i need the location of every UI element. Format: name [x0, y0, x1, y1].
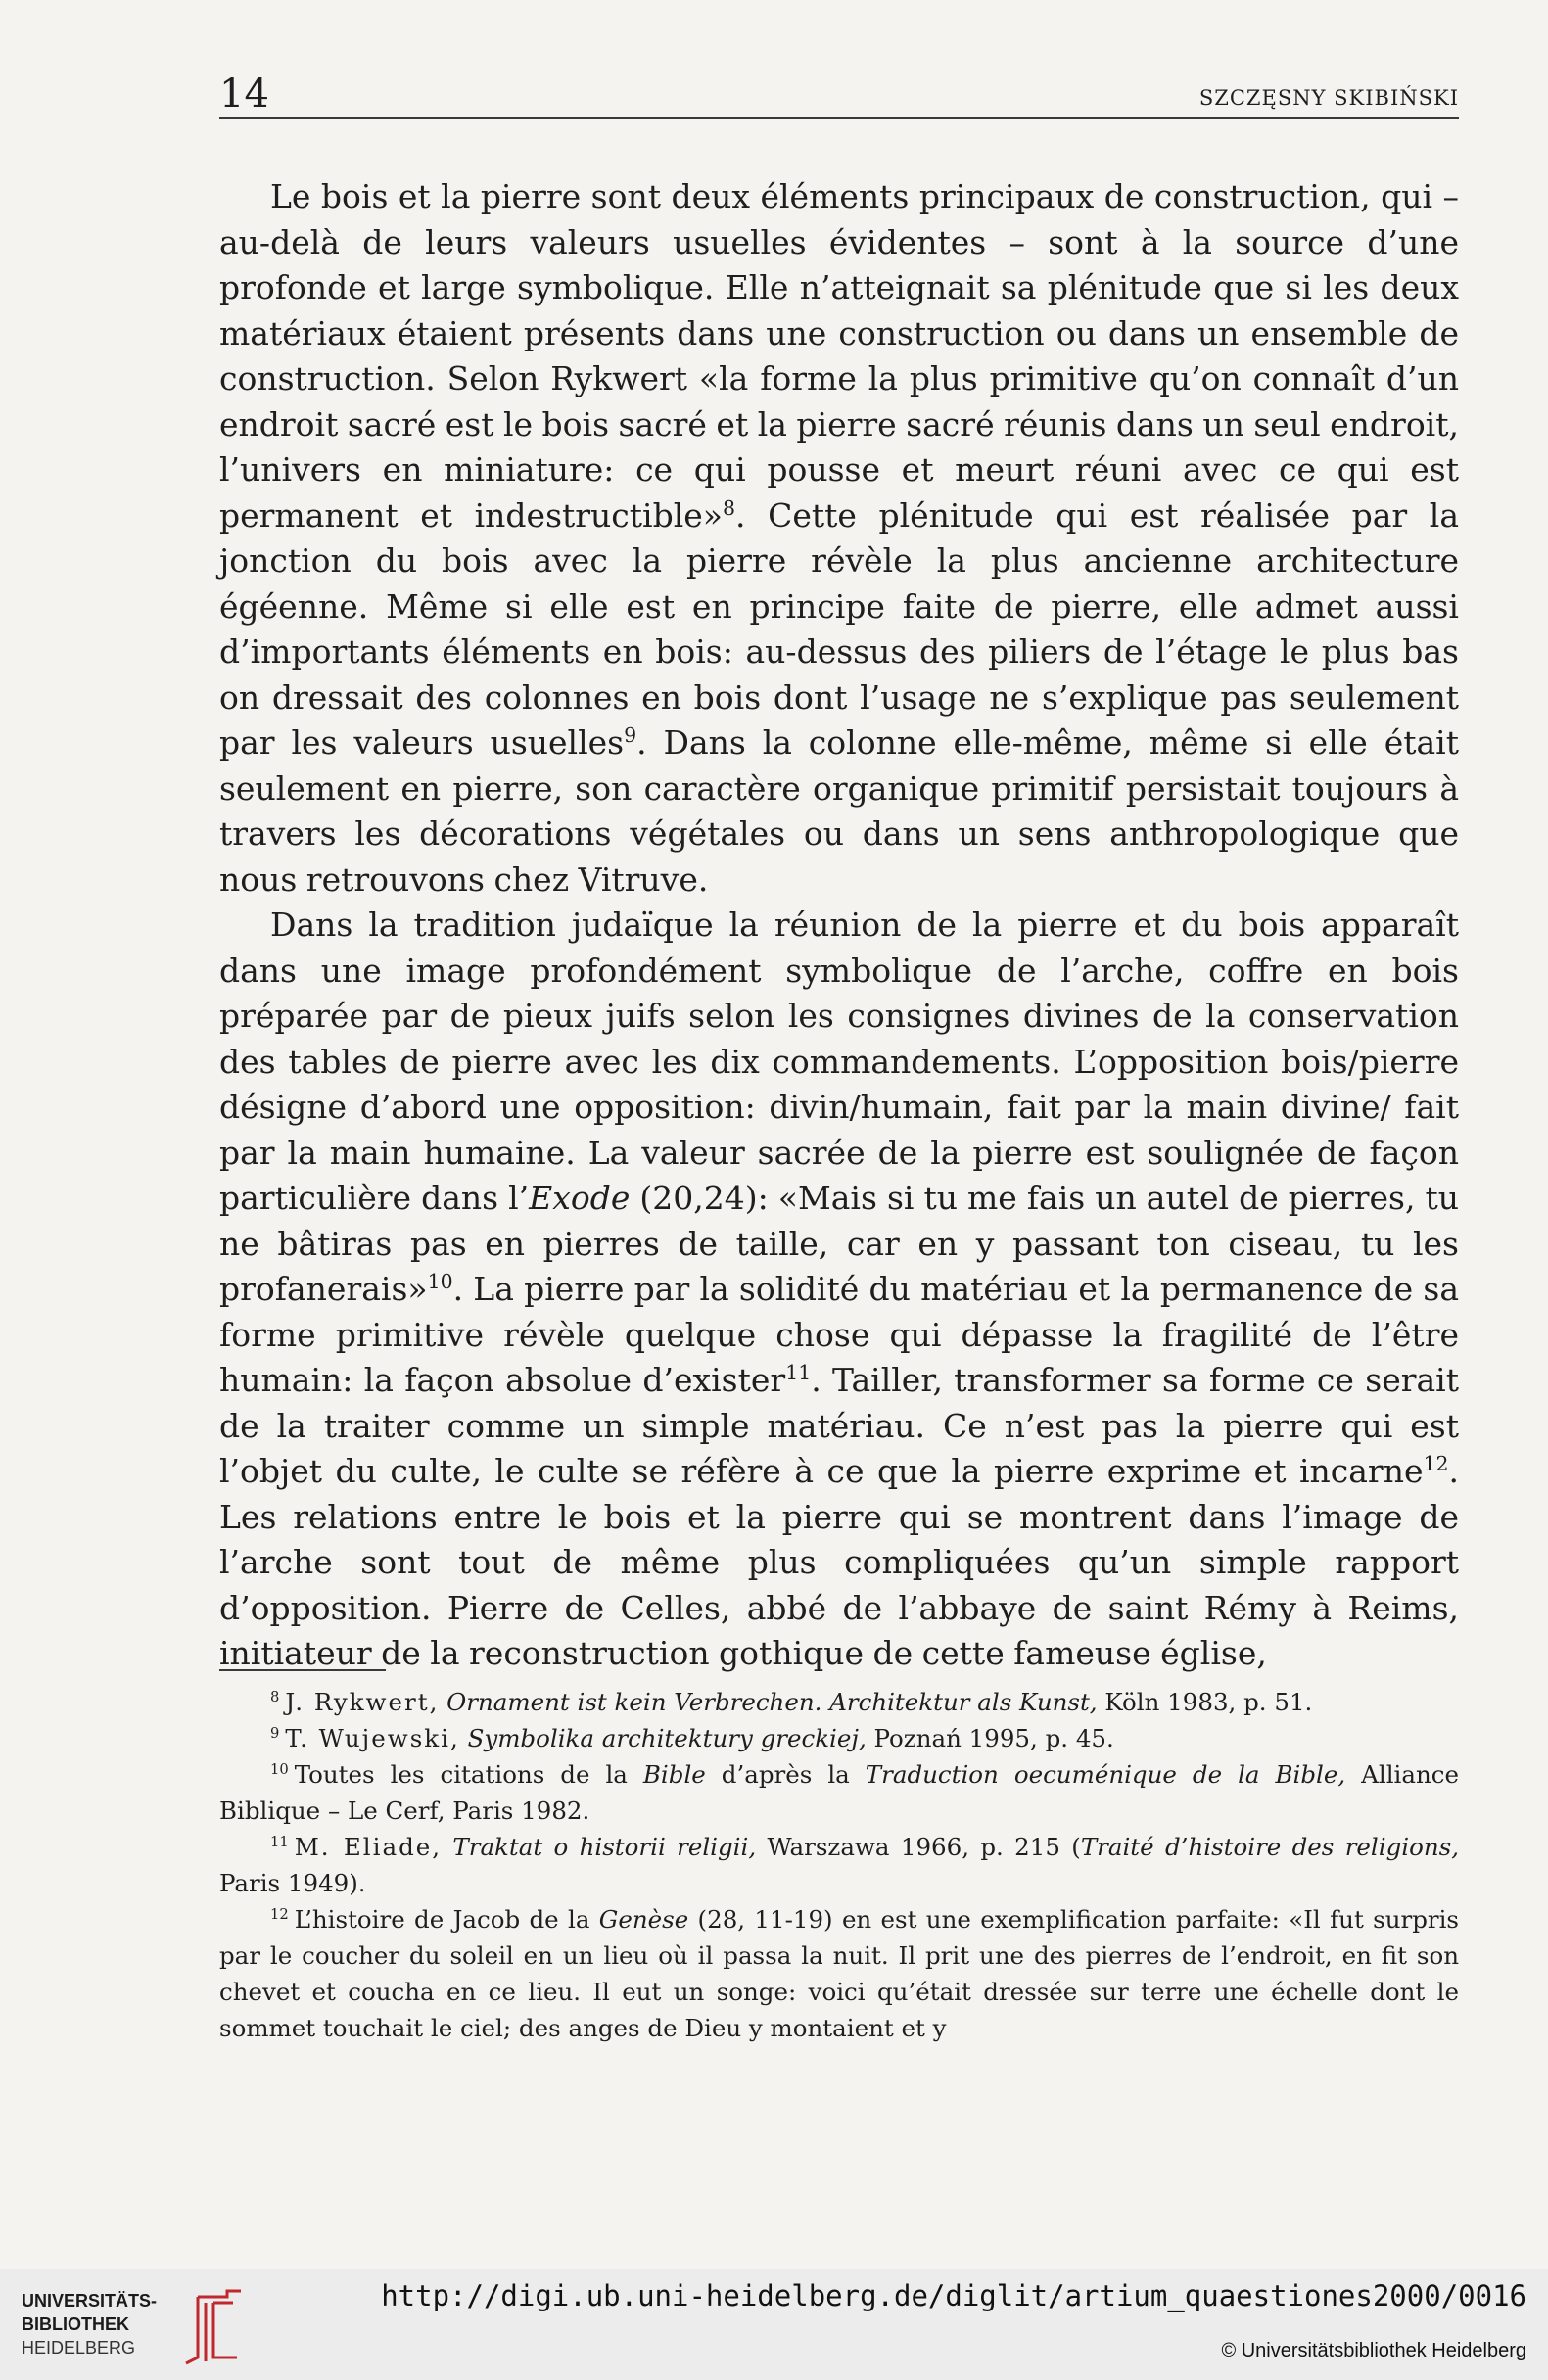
text-run: Toutes les citations de la	[294, 1760, 643, 1789]
footnote-reference[interactable]: 12	[1423, 1452, 1449, 1475]
text-run: Warszawa 1966, p. 215 (	[756, 1833, 1081, 1861]
body-text	[219, 174, 1459, 1677]
footnote-number: 8	[270, 1688, 280, 1705]
library-logo-mark-icon	[176, 2289, 245, 2365]
text-run: . Dans la colonne elle-même, même si elle était seulement en pierre, son caractère organique primitif persistait toujours à travers les décorations végétales ou dans un sens anthropologique que nous retrouvons chez Vitruve.	[219, 723, 1459, 899]
copyright-notice: © Universitätsbibliothek Heidelberg	[1221, 2340, 1526, 2361]
footnote-number: 11	[270, 1833, 289, 1850]
text-run: . Les relations entre le bois et la pierre qui se montrent dans l’image de l’arche sont tout de même plus compliquées qu’un simple rapport d’opposition. Pierre de Celles, abbé de l’abbaye de saint Rémy à Reims, initiateur de la reconstruction gothique de cette fameuse église,	[219, 1452, 1459, 1672]
text-run: . La pierre par la solidité du matériau et la permanence de sa forme primitive révèle quelque chose qui dépasse la fragilité de l’être humain: la façon absolue d’exister	[219, 1270, 1459, 1399]
text-run: Le bois et la pierre sont deux éléments principaux de construction, qui – au-delà de leurs valeurs usuelles évidentes – sont à la source d’une profonde et large symbolique. Elle n’atteignait sa plénitude que si les deux matériaux étaient présents dans une construction ou dans un ensemble de construction. Selon Rykwert «la forme la plus primitive qu’on connaît d’un endroit sacré est le bois sacré et la pierre sacré réunis dans un seul endroit, l’univers en miniature: ce qui pousse et meurt réuni avec ce qui est permanent et indestructible»	[219, 177, 1459, 535]
footnote-reference[interactable]: 9	[624, 723, 637, 747]
author-name: T. Wujewski,	[285, 1724, 460, 1752]
italic-text: Traité d’histoire des religions,	[1080, 1833, 1460, 1861]
text-run: Dans la tradition judaïque la réunion de la pierre et du bois apparaît dans une image profondément symbolique de l’arche, coffre en bois préparée par de pieux juifs selon les consignes divines de la conservation des tables de pierre avec les dix commandements. L’opposition bois/pierre désigne d’abord une opposition: divin/humain, fait par la main divine/ fait par la main humaine. La valeur sacrée de la pierre est soulignée de façon particulière dans l’	[219, 906, 1459, 1217]
footnotes	[219, 1684, 1459, 2046]
digitization-footer	[0, 2269, 1548, 2380]
text-run	[442, 1833, 452, 1861]
italic-text: Exode	[529, 1179, 631, 1217]
paragraph	[219, 174, 1459, 903]
footnote	[219, 1829, 1459, 1901]
logo-line-2: BIBLIOTHEK	[22, 2314, 129, 2334]
author-name: M. Eliade,	[294, 1833, 443, 1861]
library-logo[interactable]	[22, 2289, 266, 2367]
text-run: d’après la	[705, 1760, 866, 1789]
running-head: SZCZĘSNY SKIBIŃSKI	[1198, 86, 1459, 110]
italic-text: Ornament ist kein Verbrechen. Architektur als Kunst,	[446, 1688, 1098, 1716]
italic-text: Traktat o historii religii,	[452, 1833, 757, 1861]
footnote-reference[interactable]: 10	[427, 1270, 453, 1293]
footnote-reference[interactable]: 8	[723, 495, 736, 520]
footnote	[219, 1684, 1459, 1720]
italic-text: Bible	[642, 1760, 706, 1789]
text-run	[439, 1688, 446, 1716]
author-name: J. Rykwert,	[285, 1688, 440, 1716]
footnote-number: 10	[270, 1760, 289, 1778]
italic-text: Traduction oecuménique de la Bible,	[865, 1760, 1346, 1789]
text-run	[460, 1724, 468, 1752]
italic-text: Symbolika architektury greckiej,	[467, 1724, 867, 1752]
footnote	[219, 1901, 1459, 2046]
text-run: Alliance Biblique – Le Cerf, Paris 1982.	[219, 1760, 1459, 1825]
text-run: . Tailler, transformer sa forme ce serait de la traiter comme un simple matériau. Ce n’est pas la pierre qui est l’objet du culte, le culte se réfère à ce que la pierre exprime et incarne	[219, 1361, 1459, 1490]
text-run: . Cette plénitude qui est réalisée par la jonction du bois avec la pierre révèle la plus ancienne architecture égéenne. Même si elle est en principe faite de pierre, elle admet aussi d’importants éléments en bois: au-dessus des piliers de l’étage le plus bas on dressait des colonnes en bois dont l’usage ne s’explique pas seulement par les valeurs usuelles	[219, 495, 1459, 762]
footnote	[219, 1756, 1459, 1829]
footnote-number: 12	[270, 1905, 289, 1923]
paragraph	[219, 903, 1459, 1677]
page-number: 14	[219, 71, 269, 117]
logo-line-3: HEIDELBERG	[22, 2338, 136, 2357]
source-url-link[interactable]: http://digi.ub.uni-heidelberg.de/diglit/artium_quaestiones2000/0016	[381, 2279, 1526, 2312]
footnote-reference[interactable]: 11	[785, 1361, 812, 1384]
page-header	[219, 70, 1459, 119]
footnote	[219, 1720, 1459, 1756]
text-run: Paris 1949).	[219, 1869, 366, 1897]
logo-text	[22, 2289, 157, 2359]
footnote-rule	[219, 1669, 386, 1671]
italic-text: Genèse	[598, 1905, 689, 1934]
logo-line-1: UNIVERSITÄTS-	[22, 2291, 158, 2310]
text-run: L’histoire de Jacob de la	[294, 1905, 599, 1934]
text-run: (20,24): «Mais si tu me fais un autel de pierres, tu ne bâtiras pas en pierres de taille, car en y passant ton ciseau, tu les profanerais»	[219, 1179, 1460, 1308]
text-run: Poznań 1995, p. 45.	[866, 1724, 1114, 1752]
footnote-number: 9	[270, 1724, 280, 1742]
text-run: Köln 1983, p. 51.	[1097, 1688, 1313, 1716]
text-run: (28, 11-19) en est une exemplification parfaite: «Il fut surpris par le coucher du soleil en un lieu où il passa la nuit. Il prit une des pierres de l’endroit, en fit son chevet et coucha en ce lieu. Il eut un songe: voici qu’était dressée sur terre une échelle dont le sommet touchait le ciel; des anges de Dieu y montaient et y	[219, 1905, 1460, 2042]
